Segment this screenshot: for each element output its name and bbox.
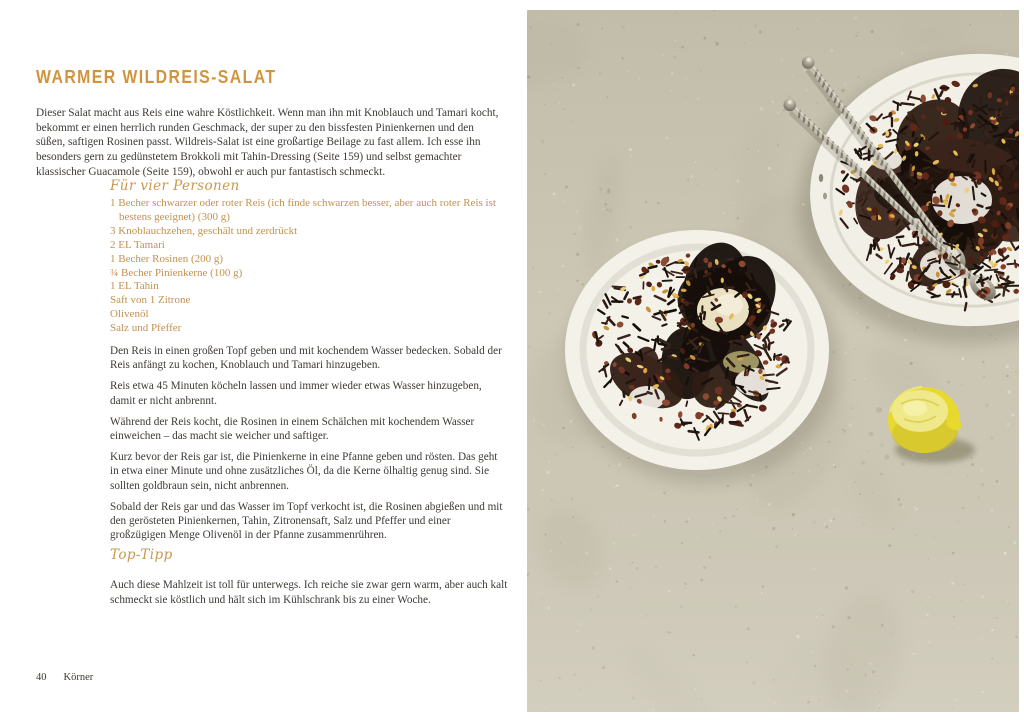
juice-droplet xyxy=(884,454,889,459)
ingredients-list xyxy=(110,197,508,336)
tip-text: Auch diese Mahlzeit ist toll für unterwegs. Ich reiche sie zwar gern warm, aber auch kalt schmeckt sie köstlich und hält sich im Kühlschrank bis zu einer Woche. xyxy=(110,579,508,606)
page-footer xyxy=(36,672,93,683)
page-title: WARMER WILDREIS-SALAT xyxy=(36,67,277,88)
bowl-rim-mark xyxy=(823,193,827,200)
tip-heading: Top-Tipp xyxy=(110,547,173,563)
ingredient-item: 3 Knoblauchzehen, geschält und zerdrückt xyxy=(110,224,298,237)
juice-droplet xyxy=(901,462,905,466)
chapter-label: Körner xyxy=(63,672,94,683)
method-step: Sobald der Reis gar und das Wasser im Topf verkocht ist, die Rosinen abgießen und mit den gerösteten Pinienkernen, Tahin, Zitronensaft, Salz und Pfeffer und einer großzügigen Menge Olivenöl in der Pfanne zusammenrühren. xyxy=(110,500,503,542)
method-step: Kurz bevor der Reis gar ist, die Pinienkerne in eine Pfanne geben und rösten. Das geht in etwa einer Minute und ohne zusätzliches Öl, da die Kerne ölhaltig genug sind. Sie sollten goldbraun sein, nicht anbrennen. xyxy=(110,450,498,492)
ingredient-item: Salz und Pfeffer xyxy=(110,322,182,335)
ingredient-item: 1 EL Tahin xyxy=(110,280,159,293)
bowl-rim-mark xyxy=(819,174,823,182)
ingredient-item: 1 Becher Rosinen (200 g) xyxy=(110,252,224,265)
juice-droplet xyxy=(869,432,873,436)
ingredients-section xyxy=(110,178,508,336)
recipe-photo xyxy=(527,10,1019,712)
ingredient-item: Saft von 1 Zitrone xyxy=(110,294,191,307)
juice-droplet xyxy=(876,407,882,413)
lemon-pulp-highlight xyxy=(903,400,927,416)
recipe-photo-svg xyxy=(527,10,1019,712)
method-step: Den Reis in einen großen Topf geben und mit kochendem Wasser bedecken. Sobald der Reis anfängt zu kochen, Knoblauch und Tamari hinzugeben. xyxy=(110,345,502,372)
method-steps xyxy=(110,344,508,549)
juice-droplet xyxy=(861,461,865,465)
ingredient-item: ¾ Becher Pinienkerne (100 g) xyxy=(110,266,243,279)
ingredient-item: Olivenöl xyxy=(110,308,149,321)
ingredient-item: 2 EL Tamari xyxy=(110,238,165,251)
recipe-intro: Dieser Salat macht aus Reis eine wahre Köstlichkeit. Wenn man ihn mit Knoblauch und Tamari kocht, bekommt er einen herrlich runden Geschmack, der super zu den bissfesten Pinienkernen und den süßen, saftigen Rosinen passt. Wildreis-Salat ist eine großartige Beilage zu fast allem. Ich esse ihn besonders gern zu gedünstetem Brokkoli mit Tahin-Dressing (Seite 159) und selbst gemachter klassischer Guacamole (Seite 159), obwohl er auch pur fantastisch schmeckt. xyxy=(36,107,499,178)
ingredient-item: 1 Becher schwarzer oder roter Reis (ich finde schwarzen besser, aber auch roter Reis ist bestens geeignet) (300 g) xyxy=(110,197,496,223)
method-step: Reis etwa 45 Minuten köcheln lassen und immer wieder etwas Wasser hinzugeben, damit er nicht anbrennt. xyxy=(110,380,482,407)
method-step: Während der Reis kocht, die Rosinen in einem Schälchen mit kochendem Wasser einweichen – das macht sie weicher und saftiger. xyxy=(110,415,475,443)
servings-heading: Für vier Personen xyxy=(110,178,240,194)
page-number: 40 xyxy=(36,672,47,683)
